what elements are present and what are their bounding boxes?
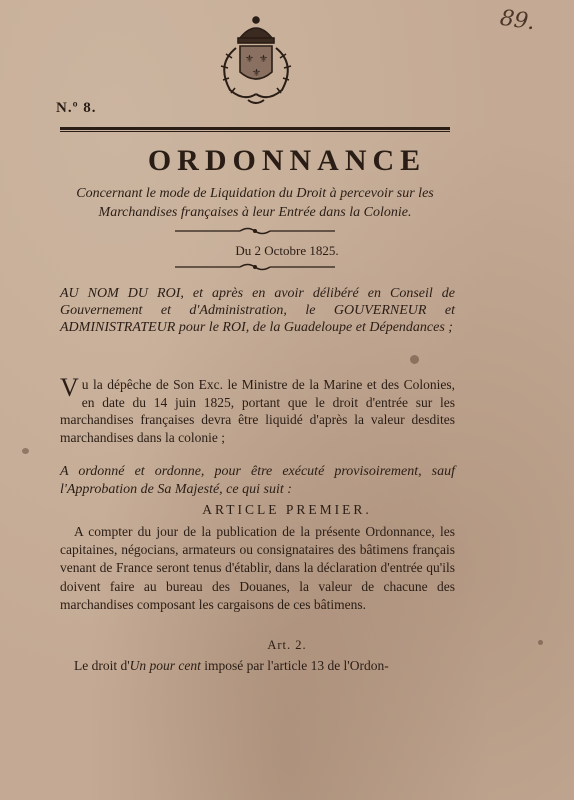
article-premier-heading: ARTICLE PREMIER. — [202, 502, 372, 517]
paper-stain — [410, 355, 419, 364]
article-2-text-end: imposé par l'article 13 de l'Ordon- — [200, 658, 389, 673]
handwritten-annotation: 89. — [498, 5, 537, 36]
svg-text:⚜: ⚜ — [252, 68, 261, 79]
svg-text:⚜: ⚜ — [259, 54, 268, 65]
ordinance-number: N.º 8. — [56, 100, 97, 116]
article-2-text-italic: Un pour cent — [129, 658, 201, 673]
ornament-divider-icon — [170, 226, 340, 236]
document-title: ORDONNANCE — [147, 144, 427, 177]
article-2-text — [60, 657, 455, 675]
paper-stain — [538, 640, 543, 645]
preamble-paragraph: AU NOM DU ROI, et après en avoir délibéré en Conseil de Gouvernement et d'Administration, le GOUVERNEUR et ADMINISTRATEUR pour le ROI, de la Guadeloupe et Dépendances ; — [60, 286, 455, 335]
article-2-text-start: Le droit d' — [74, 658, 130, 673]
document-subtitle: Concernant le mode de Liquidation du Droit à percevoir sur les Marchandises françaises à leur Entrée dans la Colonie. — [76, 186, 434, 220]
royal-crest-icon — [210, 14, 302, 110]
ordinance-date: Du 2 Octobre 1825. — [235, 243, 339, 258]
vu-text: u la dépêche de Son Exc. le Ministre de la Marine et des Colonies, en date du 14 juin 1825, portant que le droit d'entrée sur les marchandises françaises devra être liquidé d'après la valeur desdites marchandises dans la colonie ; — [60, 377, 455, 445]
top-rule — [60, 127, 450, 132]
ordonne-paragraph: A ordonné et ordonne, pour être exécuté provisoirement, sauf l'Approbation de Sa Majesté, ce qui suit : — [60, 464, 455, 497]
article-2-heading: Art. 2. — [267, 638, 307, 652]
article-premier-text: A compter du jour de la publication de la présente Ordonnance, les capitaines, négocians, armateurs ou consignataires des bâtimens français venant de France seront tenus d'établir, dans la déclaration d'entrée qu'ils doivent faire au bureau des Douanes, la valeur de chacune des marchandises composant les cargaisons de ces bâtimens. — [60, 524, 455, 612]
svg-text:⚜: ⚜ — [245, 54, 254, 65]
ornament-divider-icon — [170, 262, 340, 272]
vu-paragraph — [60, 373, 455, 446]
paper-stain — [22, 448, 29, 454]
drop-cap: V — [60, 373, 79, 402]
